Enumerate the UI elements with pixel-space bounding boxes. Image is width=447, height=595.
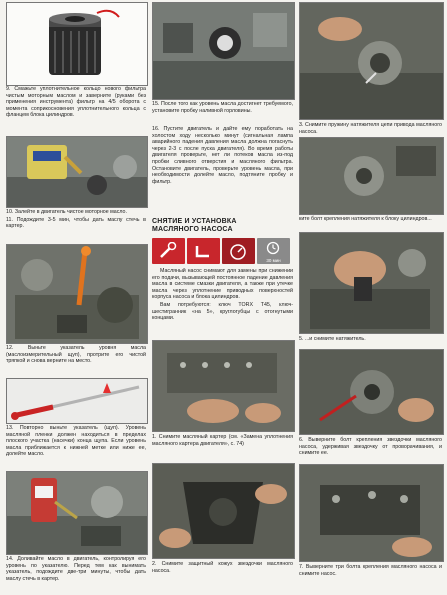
caption-step-16: 16. Пустите двигатель и дайте ему поработать на холостом ходу несколько минут (сигнальная лампа аварийного падения давления масла должна погаснуть через 2-3 с после пуска двигателя). Во время работы двигателя проверьте, нет ли потеков масла из-под пробки сливного отверстия и масляного фильтра. Остановите двигатель, проверьте уровень масла, при необходимости долейте масло, подтяните пробку и фильтр. <box>152 126 293 185</box>
tool-icons-strip <box>152 238 290 264</box>
wrench-icon <box>152 238 185 264</box>
caption-step-12: 12. Выньте указатель уровня масла (маслоизмерительный щуп), протрите его чистой тряпкой и снова верните на место. <box>6 345 146 365</box>
caption-step-3: 3. Снимите пружину натяжителя цепи привода масляного насоса. <box>299 122 442 135</box>
hex-key-icon <box>187 238 220 264</box>
photo-pour-oil <box>6 136 148 208</box>
section-title-line-1: СНЯТИЕ И УСТАНОВКА <box>152 218 237 225</box>
tool-time-label: 30 мин <box>266 258 281 263</box>
photo-tensioner-bolt <box>299 137 444 215</box>
caption-step-7: 7. Выверните три болта крепления масляного насоса и снимите насос. <box>299 564 442 577</box>
photo-dipstick-level <box>6 378 148 424</box>
photo-dipstick-remove <box>6 244 148 344</box>
caption-step-5: 5. ...и снимите натяжитель. <box>299 336 366 342</box>
section-intro: Масляный насос снимают для замены при снижении его подачи, вызывающей постоянное падение давления масла в системе смазки двигателя, а также при утечке масла через уплотнение приводных поверхностей корпуса насоса и блока цилиндров. Вам потребуются: ключ TORX T45, ключ-шестигранник «на 5», круглогубцы с отогнутыми концами. <box>152 268 293 322</box>
caption-step-13: 13. Повторно выньте указатель (щуп). Уровень масляной пленки должен находиться в пределах плоского участка (насечки) конца щупа. Если уровень масла приближается к нижней метке или ниже ее, долейте масло. <box>6 425 146 458</box>
caption-step-15: 15. После того как уровень масла достигнет требуемого, установите пробку наливной горловины. <box>152 101 293 114</box>
gauge-icon <box>222 238 255 264</box>
caption-step-2: 2. Снимите защитный кожух звездочки масляного насоса. <box>152 561 293 574</box>
photo-tensioner-spring <box>299 2 444 120</box>
caption-step-9: 9. Смажьте уплотнительное кольцо нового фильтра чистым моторным маслом и заверните (руками без применения инструмента) фильтр на 4/5 оборота с момента соприкосновения уплотнительного кольца с фланцем блока цилиндров. <box>6 86 146 119</box>
photo-filler-cap <box>152 2 295 100</box>
caption-step-4: ките болт крепления натяжителя к блоку цилиндров... <box>299 216 432 222</box>
section-title <box>152 218 293 234</box>
caption-step-1: 1. Снимите масляный картер (см. «Замена уплотнения масляного картера двигателя», с. 74) <box>152 434 293 447</box>
section-title-line-2: МАСЛЯНОГО НАСОСА <box>152 226 233 233</box>
photo-top-up-oil <box>6 471 148 555</box>
photo-remove-oil-pump <box>299 464 444 562</box>
photo-remove-oil-pan <box>152 340 295 432</box>
photo-remove-tensioner <box>299 232 444 334</box>
caption-step-14: 14. Доливайте масло в двигатель, контролируя его уровень по указателю. Перед тем как вынимать указатель, подождите две-три минуты, чтобы дать маслу стечь в картер. <box>6 556 146 582</box>
caption-step-6: 6. Выверните болт крепления звездочки масляного насоса, удерживая звездочку от проворачивания, и снимите ее. <box>299 437 442 457</box>
photo-oil-filter <box>6 2 148 86</box>
photo-sprocket-cover <box>152 463 295 559</box>
caption-step-10: 10. Залейте в двигатель чистое моторное масло. 11. Подождите 3-5 мин, чтобы дать маслу стечь в картер. <box>6 209 146 230</box>
photo-sprocket-bolt <box>299 349 444 435</box>
clock-icon <box>257 238 290 264</box>
